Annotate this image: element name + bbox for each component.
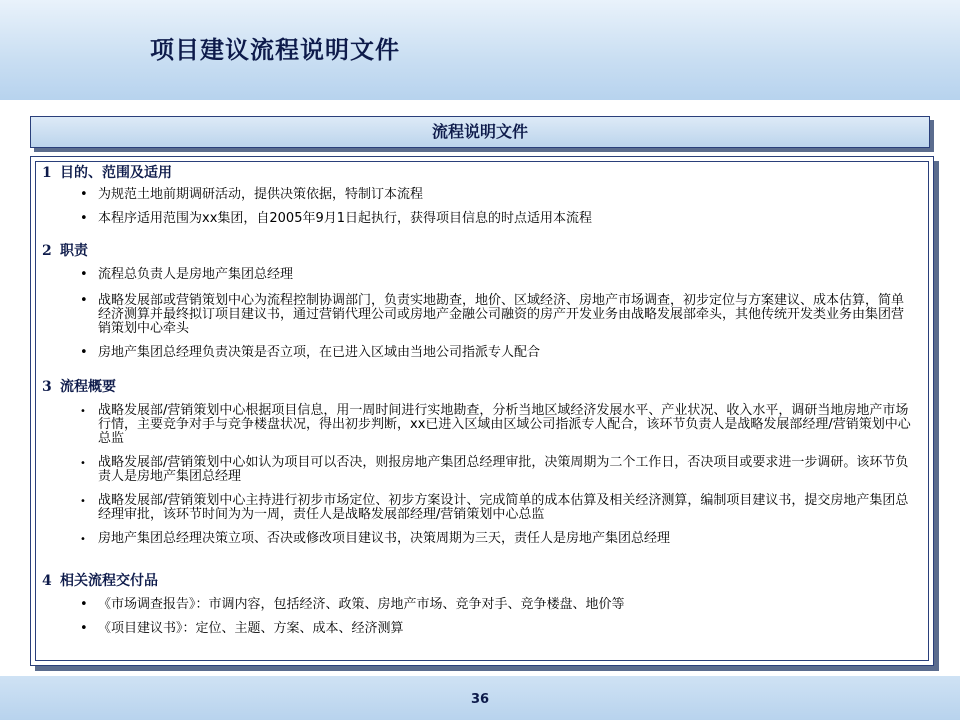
list-item [42,456,922,484]
section-heading [42,570,922,592]
section-number: 4 [42,573,52,589]
list-item-text: 战略发展部/营销策划中心如认为项目可以否决，则报房地产集团总经理审批，决策周期为二个工作日，否决项目或要求进一步调研。该环节负责人是房地产集团总经理 [98,455,909,484]
section-purpose [42,162,922,234]
section-overview [42,376,922,554]
list-item-text: 房地产集团总经理负责决策是否立项，在已进入区域由当地公司指派专人配合 [98,345,541,360]
section-deliverables [42,570,922,644]
list-item [42,598,922,612]
list-item [42,212,922,226]
list-item-text: 战略发展部/营销策划中心主持进行初步市场定位、初步方案设计、完成简单的成本估算及相关经济测算，编制项目建议书，提交房地产集团总经理审批，该环节时间为为一周，责任人是战略发展部经理/营销策划中心总监 [98,493,909,522]
bullet-icon: • [80,406,86,417]
section-title: 流程概要 [60,379,116,395]
content-panel [30,156,934,666]
page-number: 36 [470,692,490,707]
list-item [42,622,922,636]
list-item-text: 《项目建议书》：定位、主题、方案、成本、经济测算 [98,621,404,636]
list-item-text: 房地产集团总经理决策立项、否决或修改项目建议书，决策周期为三天，责任人是房地产集团总经理 [98,531,671,546]
bullet-icon: • [80,534,86,545]
list-item [42,294,922,336]
section-number: 3 [42,379,52,395]
bullet-icon: • [80,496,86,507]
section-heading [42,376,922,398]
list-item [42,494,922,522]
bullet-icon: • [80,293,88,308]
section-title: 职责 [60,243,88,259]
section-number: 1 [42,165,52,181]
bullet-icon: • [80,267,88,282]
section-title: 目的、范围及适用 [60,165,172,181]
content-frame [35,161,929,661]
list-item-text: 战略发展部/营销策划中心根据项目信息，用一周时间进行实地勘查，分析当地区域经济发展水平、产业状况、收入水平，调研当地房地产市场行情，主要竞争对手与竞争楼盘状况，得出初步判断，xx已进入区域由区域公司指派专人配合，该环节负责人是战略发展部经理/营销策划中心总监 [98,403,911,446]
list-item-text: 为规范土地前期调研活动，提供决策依据，特制订本流程 [98,187,424,202]
bullet-icon: • [80,187,88,202]
bullet-icon: • [80,597,88,612]
section-responsibilities [42,240,922,368]
list-item [42,346,922,360]
bullet-icon: • [80,345,88,360]
bullet-icon: • [80,211,88,226]
top-banner [0,0,960,100]
section-heading [42,240,922,262]
list-item-text: 本程序适用范围为xx集团，自2005年9月1日起执行，获得项目信息的时点适用本流程 [98,211,593,226]
page-title: 项目建议流程说明文件 [150,35,400,64]
list-item-text: 战略发展部或营销策划中心为流程控制协调部门，负责实地勘查，地价、区域经济、房地产市场调查，初步定位与方案建议、成本估算，简单经济测算并最终拟订项目建议书，通过营销代理公司或房地产金融公司融资的房产开发业务由战略发展部牵头，其他传统开发类业务由集团营销策划中心牵头 [98,293,905,336]
section-number: 2 [42,243,52,259]
bullet-icon: • [80,458,86,469]
list-item [42,268,922,282]
list-item-text: 《市场调查报告》：市调内容，包括经济、政策、房地产市场、竞争对手、竞争楼盘、地价等 [98,597,625,612]
section-heading [42,162,922,184]
bullet-icon: • [80,621,88,636]
list-item [42,532,922,546]
list-item-text: 流程总负责人是房地产集团总经理 [98,267,294,282]
section-title: 相关流程交付品 [60,573,158,589]
list-item [42,404,922,446]
list-item [42,188,922,202]
section-header: 流程说明文件 [30,116,930,148]
